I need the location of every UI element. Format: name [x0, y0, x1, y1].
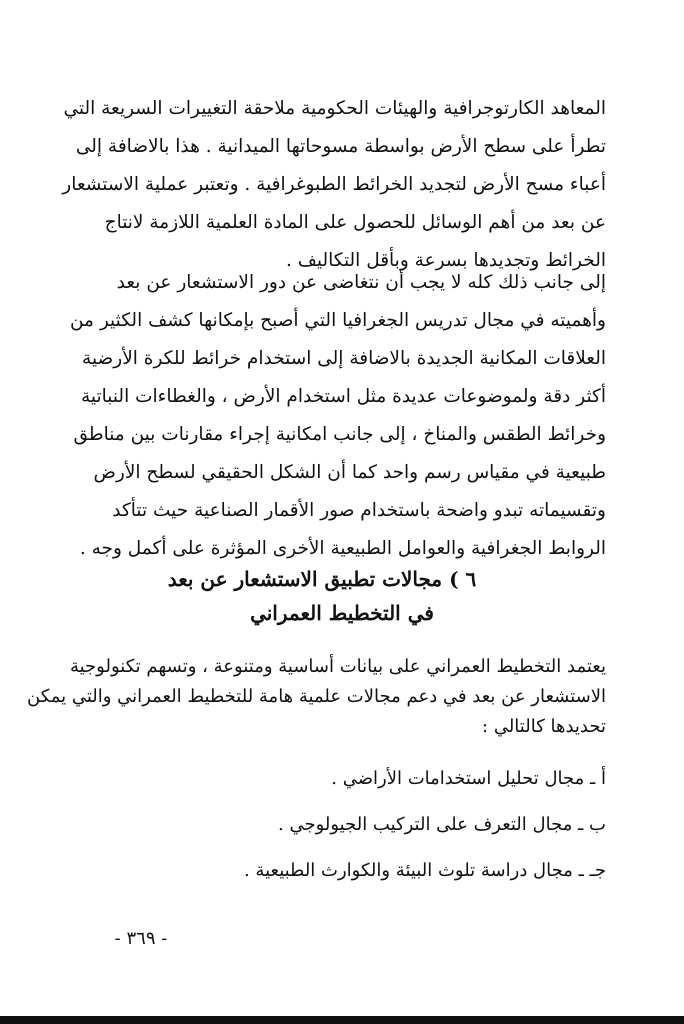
section-heading-line2: في التخطيط العمراني	[250, 601, 434, 625]
text-line: المعاهد الكارتوجرافية والهيئات الحكومية ملاحقة التغييرات السريعة التي	[63, 98, 606, 119]
text-line: وخرائط الطقس والمناخ ، إلى جانب امكانية إجراء مقارنات بين مناطق	[73, 424, 606, 445]
text-line: الروابط الجغرافية والعوامل الطبيعية الأخرى المؤثرة على أكمل وجه .	[79, 538, 606, 559]
list-item: جـ ـ مجال دراسة تلوث البيئة والكوارث الطبيعية .	[243, 860, 606, 881]
text-line: أكثر دقة ولموضوعات عديدة مثل استخدام الأرض ، والغطاءات النباتية	[80, 386, 606, 407]
fields-list	[94, 756, 606, 894]
paragraph-cartography	[62, 90, 606, 280]
text-line: الخرائط وتجديدها بسرعة وبأقل التكاليف .	[285, 250, 606, 271]
text-line: الاستشعار عن بعد في دعم مجالات علمية هامة للتخطيط العمراني والتي يمكن	[27, 686, 606, 707]
scan-edge	[0, 1016, 684, 1024]
text-line: وأهميته في مجال تدريس الجغرافيا التي أصبح بإمكانها كشف الكثير من	[69, 310, 606, 331]
paragraph-urban-planning	[27, 652, 606, 742]
text-line: العلاقات المكانية الجديدة بالاضافة إلى استخدام خرائط للكرة الأرضية	[82, 348, 606, 369]
text-line: وتقسيماته تبدو واضحة باستخدام صور الأقمار الصناعية حيث تتأكد	[112, 500, 606, 521]
section-heading-line1: ٦ ) مجالات تطبيق الاستشعار عن بعد	[167, 567, 477, 591]
text-line: يعتمد التخطيط العمراني على بيانات أساسية ومتنوعة ، وتسهم تكنولوجية	[69, 656, 606, 677]
text-line: أعباء مسح الأرض لتجديد الخرائط الطبوغرافية . وتعتبر عملية الاستشعار	[62, 174, 606, 195]
list-item: ب ـ مجال التعرف على التركيب الجيولوجي .	[278, 814, 606, 835]
page-number: - ٣٦٩ -	[114, 928, 168, 949]
paragraph-geography-teaching	[69, 264, 606, 568]
section-heading	[0, 562, 684, 630]
text-line: إلى جانب ذلك كله لا يجب أن نتغاضى عن دور الاستشعار عن بعد	[116, 272, 606, 293]
list-item: أ ـ مجال تحليل استخدامات الأراضي .	[331, 768, 606, 789]
text-line: تطرأ على سطح الأرض بواسطة مسوحاتها الميدانية . هذا بالاضافة إلى	[75, 136, 606, 157]
text-line: طبيعية في مقياس رسم واحد كما أن الشكل الحقيقي لسطح الأرض	[93, 462, 606, 483]
text-line: تحديدها كالتالي :	[482, 716, 606, 737]
text-line: عن بعد من أهم الوسائل للحصول على المادة العلمية اللازمة لانتاج	[104, 212, 606, 233]
